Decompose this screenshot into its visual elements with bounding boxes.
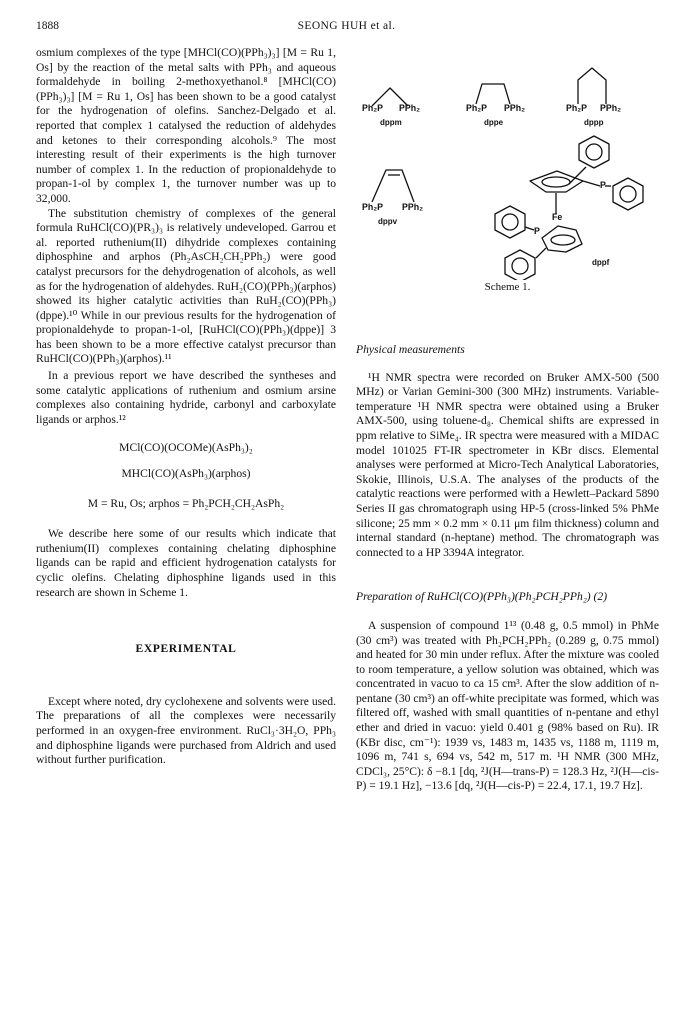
physical-measurements-paragraph: ¹H NMR spectra were recorded on Bruker AMX-500 (500 MHz) or Varian Gemini-300 (300 MHz) instruments. Variable-temperature ¹H NMR spectra were obtained using a Bruker AMX-500, using toluene-d₈. Chemical shifts are expressed in ppm relative to SiMe₄. IR spectra were measured with a MIDAC model 101025 FT-IR spectrometer in KBr discs. Elemental analyses were performed at Micro-Tech Analytical Laboratories, Skokie, Illinois, U.S.A. The analyses of the products of the catalytic reactions were performed with a Hewlett–Packard 5890 Series II gas chromatograph using HP-5 (cross-linked 5% PhMe silicone; 25 mm × 0.2 mm × 0.11 μm film thickness) column and internal standard (n-heptane) method. The chromatograph was connected to a HP 3394A integrator. bbox=[356, 370, 659, 559]
dppp-right-p-label: PPh₂ bbox=[600, 103, 622, 113]
dppf-upper-p-label: P bbox=[600, 180, 606, 190]
dppm-label: dppm bbox=[380, 118, 402, 127]
dppe-right-p-label: PPh₂ bbox=[504, 103, 526, 113]
running-header bbox=[36, 20, 657, 34]
formula-definitions: M = Ru, Os; arphos = Ph₂PCH₂CH₂AsPh₂ bbox=[87, 496, 285, 510]
right-column bbox=[356, 343, 659, 794]
dppf-lower-p-label: P bbox=[534, 226, 540, 236]
formula-arphos-complex: MHCl(CO)(AsPh₃)(arphos) bbox=[121, 467, 251, 481]
dppp-left-p-label: Ph₂P bbox=[566, 103, 588, 113]
scheme-caption: Scheme 1. bbox=[484, 281, 531, 293]
dppv-left-p-label: Ph₂P bbox=[362, 202, 384, 212]
diphosphine-structures-drawing bbox=[356, 52, 659, 280]
dppv-right-p-label: PPh₂ bbox=[402, 202, 424, 212]
physical-measurements-heading: Physical measurements bbox=[356, 343, 465, 356]
intro-paragraph-4: We describe here some of our results which indicate that ruthenium(II) complexes containing chelating diphosphine ligands can be rapid and efficient hydrogenation catalysts for cyclic olefins. Chelating diphosphine ligands used in this research are shown in Scheme 1. bbox=[36, 527, 336, 599]
dppf-label: dppf bbox=[592, 258, 610, 267]
dppm-left-p-label: Ph₂P bbox=[362, 103, 384, 113]
left-column bbox=[36, 46, 336, 768]
running-title: SEONG HUH et al. bbox=[297, 20, 396, 32]
dppm-right-p-label: PPh₂ bbox=[399, 103, 421, 113]
intro-paragraph-2: The substitution chemistry of complexes of the general formula RuHCl(CO)(PR₃)₃ is relatively undeveloped. Garrou et al. reported ruthenium(II) dihydride complexes containing diphosphine and arphos (Ph₂AsCH₂CH₂PPh₂) were good catalyst precursors for the dehydrogenation of alcohols, as well as for the hydrogenation of aldehydes. RuH₂(CO)(PPh₃)(arphos) showed its higher catalytic activities than RuH₂(CO)(PPh₃)(dppe).¹⁰ While in our previous results for the hydrogenation of propionaldehyde to propan-1-ol, [RuHCl(CO)(PPh₃)(dppe)] 3 has been shown to be a more effective catalyst precursor than RuHCl(CO)(PPh₃)(arphos).¹¹ bbox=[36, 206, 336, 366]
dppe-label: dppe bbox=[484, 118, 504, 127]
dppf-iron-label: Fe bbox=[552, 212, 563, 222]
intro-paragraph-3: In a previous report we have described the syntheses and some catalytic applications of ruthenium and osmium arsine complexes also containing hydride, carbonyl and carboxylate ligands or arphos.¹² bbox=[36, 369, 336, 426]
experimental-heading: EXPERIMENTAL bbox=[135, 642, 237, 656]
dppp-label: dppp bbox=[584, 118, 604, 127]
experimental-paragraph: Except where noted, dry cyclohexene and solvents were used. The preparations of all the complexes were necessarily performed in an oxygen-free environment. RuCl₃·3H₂O, PPh₃ and diphosphine ligands were purchased from Aldrich and used without further purification. bbox=[36, 694, 336, 767]
page-number: 1888 bbox=[36, 20, 59, 32]
scheme-1-figure bbox=[356, 52, 659, 297]
intro-paragraph-1: osmium complexes of the type [MHCl(CO)(PPh₃)₃] [M = Ru 1, Os] by the reaction of the metal salts with PPh₃ and aqueous formaldehyde in boiling 2-methoxyethanol.⁸ [MHCl(CO)(PPh₃)₃] [M = Ru 1, Os] has been shown to be a good catalyst for the hydrogenation of olefins. Sanchez-Delgado et al. reported that complex 1 catalysed the reduction of aldehydes and ketones to their corresponding alcohols.⁹ The most interesting result of their experiments is the high turnover number of complex 1. In the reduction of propionaldehyde to propan-1-ol by complex 1, the turnover number was up to 32,000. bbox=[36, 46, 336, 205]
formula-acetate-complex: MCl(CO)(OCOMe)(AsPh₃)₂ bbox=[119, 441, 253, 455]
preparation-heading: Preparation of RuHCl(CO)(PPh₃)(Ph₂PCH₂PPh₂) (2) bbox=[356, 590, 608, 604]
dppv-label: dppv bbox=[378, 217, 398, 226]
dppe-left-p-label: Ph₂P bbox=[466, 103, 488, 113]
preparation-paragraph: A suspension of compound 1¹³ (0.48 g, 0.5 mmol) in PhMe (30 cm³) was treated with Ph₂PCH₂PPh₂ (0.289 g, 0.75 mmol) and heated for 30 min under reflux. After the mixture was cooled to room temperature, a yellow solution was obtained, which was concentrated in vacuo to ca 15 cm³. After the slow addition of n-pentane (30 cm³) an off-white precipitate was formed, which was filtered off, washed with small quantities of n-pentane and ethyl ether and dried in vacuo: yield 0.401 g (98% based on Ru). IR (KBr disc, cm⁻¹): 1939 vs, 1483 m, 1435 vs, 1188 m, 1119 m, 1096 m, 741 s, 694 vs, 542 m, 517 m. ¹H NMR (300 MHz, CDCl₃, 25°C): δ −8.1 [dq, ²J(H—trans-P) = 128.3 Hz, ²J(H—cis-P) = 19.1 Hz], −13.6 [dq, ²J(H—cis-P) = 22.4, 17.1, 19.7 Hz]. bbox=[356, 618, 659, 793]
